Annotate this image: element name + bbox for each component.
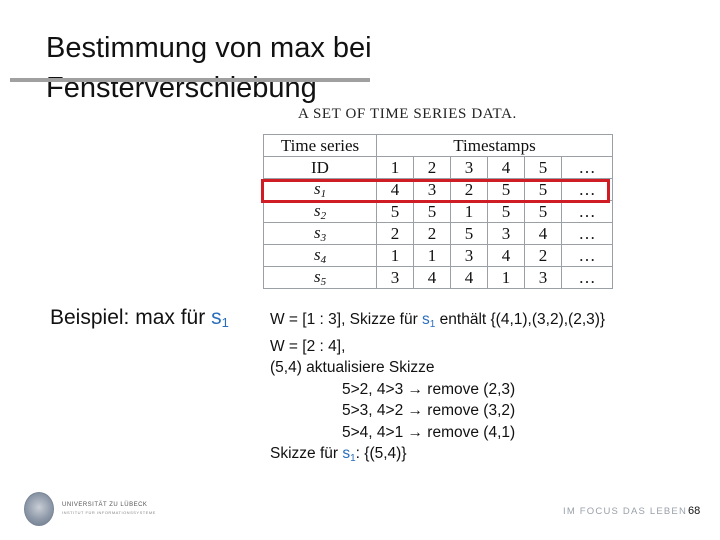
example-label-series: s xyxy=(211,306,222,329)
table-cell: … xyxy=(562,223,613,245)
timestamp-cell: 4 xyxy=(488,157,525,179)
table-cell: … xyxy=(562,245,613,267)
example-label-text: Beispiel: max für xyxy=(50,306,212,329)
step-line: (5,4) aktualisiere Skizze xyxy=(270,359,435,376)
table-cell: 3 xyxy=(377,267,414,289)
footer-tagline: IM FOCUS DAS LEBEN xyxy=(563,506,688,517)
series-id: $s_3$ xyxy=(264,223,377,245)
table-cell: 5 xyxy=(488,179,525,201)
series-id: $s_1$ xyxy=(264,179,377,201)
table-cell: 3 xyxy=(488,223,525,245)
university-name-line-2: INSTITUT FÜR INFORMATIONSSYSTEME xyxy=(62,510,156,515)
table-row xyxy=(264,223,613,245)
slide-title-line-1: Bestimmung von max bei xyxy=(46,32,372,64)
table-row xyxy=(264,245,613,267)
table-cell: 4 xyxy=(451,267,488,289)
timestamp-cell: 3 xyxy=(451,157,488,179)
table-row xyxy=(264,201,613,223)
table-cell: 2 xyxy=(414,223,451,245)
table-cell: 4 xyxy=(414,267,451,289)
table-cell: 5 xyxy=(414,201,451,223)
step-line: Skizze für s1: {(5,4)} xyxy=(270,445,407,464)
table-cell: 2 xyxy=(525,245,562,267)
table-cell: 1 xyxy=(377,245,414,267)
series-id: $s_5$ xyxy=(264,267,377,289)
university-seal-icon xyxy=(24,492,54,526)
step-line: W = [1 : 3], Skizze für s1 enthält {(4,1),(3,2),(2,3)} xyxy=(270,311,606,330)
slide-title xyxy=(46,28,372,108)
step-line: 5>2, 4>3 → remove (2,3) xyxy=(342,380,516,398)
table-cell: … xyxy=(562,267,613,289)
example-steps xyxy=(270,309,605,470)
step-line: 5>3, 4>2 → remove (3,2) xyxy=(342,402,516,419)
header-id-sub: ID xyxy=(264,157,377,179)
row-highlight-box xyxy=(261,179,610,203)
timestamp-cell: 1 xyxy=(377,157,414,179)
table-cell: 5 xyxy=(377,201,414,223)
table-cell: 2 xyxy=(377,223,414,245)
timestamp-cell: 2 xyxy=(414,157,451,179)
header-timestamps: Timestamps xyxy=(377,135,613,157)
table-cell: … xyxy=(562,179,613,201)
university-name xyxy=(62,501,156,517)
step-line: W = [2 : 4], xyxy=(270,337,346,355)
step-line: 5>4, 4>1 → remove (4,1) xyxy=(342,423,516,441)
header-id xyxy=(264,135,377,157)
time-series-table xyxy=(263,134,613,289)
university-logo xyxy=(24,492,156,526)
table-cell: 3 xyxy=(525,267,562,289)
table-cell: 5 xyxy=(525,179,562,201)
table-row xyxy=(264,267,613,289)
table-cell: 5 xyxy=(451,223,488,245)
table-caption: A SET OF TIME SERIES DATA. xyxy=(298,106,517,122)
table-header-row xyxy=(264,135,613,157)
table-cell: 1 xyxy=(451,201,488,223)
table-cell: 5 xyxy=(488,201,525,223)
table-cell: 1 xyxy=(488,267,525,289)
timestamp-cell: 5 xyxy=(525,157,562,179)
table-cell: 3 xyxy=(451,245,488,267)
table-timestamp-row xyxy=(264,157,613,179)
table-cell: 1 xyxy=(414,245,451,267)
table-cell: 2 xyxy=(451,179,488,201)
header-id-label: Time series xyxy=(280,135,360,155)
table-cell: 5 xyxy=(525,201,562,223)
page-number: 68 xyxy=(688,505,701,517)
series-id: $s_2$ xyxy=(264,201,377,223)
example-label xyxy=(50,306,229,330)
table-cell: 4 xyxy=(488,245,525,267)
table-cell: 3 xyxy=(414,179,451,201)
table-cell: 4 xyxy=(525,223,562,245)
table-cell: 4 xyxy=(377,179,414,201)
timestamp-cell: … xyxy=(562,157,613,179)
slide-title-line-2: Fensterverschiebung xyxy=(46,72,317,104)
university-name-line-1: UNIVERSITÄT ZU LÜBECK xyxy=(62,502,148,508)
title-underline xyxy=(10,78,370,82)
table-cell: … xyxy=(562,201,613,223)
example-label-subscript: 1 xyxy=(221,315,229,330)
series-id: $s_4$ xyxy=(264,245,377,267)
